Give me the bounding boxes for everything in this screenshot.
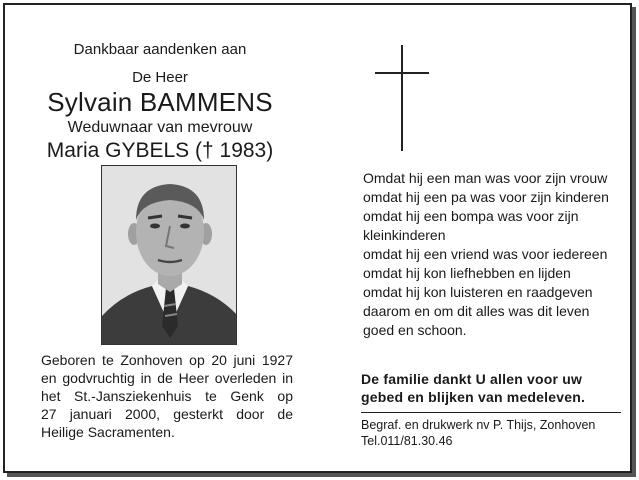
poem-line: omdat hij kon luisteren en raadgeven xyxy=(363,284,593,300)
poem-line: kleinkinderen xyxy=(363,227,446,243)
spouse-name: Maria GYBELS († 1983) xyxy=(46,139,274,162)
poem-line: Omdat hij een man was voor zijn vrouw xyxy=(363,170,608,186)
bio-line: het St.-Jansziekenhuis te Genk op xyxy=(41,388,293,404)
deceased-name: Sylvain BAMMENS xyxy=(47,87,273,117)
bio-line: 27 januari 2000, gesterkt door de xyxy=(41,406,293,422)
poem-line: goed en schoon. xyxy=(363,322,467,338)
honorific: De Heer xyxy=(132,69,188,86)
family-thanks xyxy=(361,370,623,406)
bio-line: Heilige Sacramenten. xyxy=(41,424,175,440)
printer-phone: Tel.011/81.30.46 xyxy=(361,434,453,448)
printer-credit xyxy=(361,417,631,449)
biography xyxy=(41,351,293,441)
thanks-line: gebed en blijken van medeleven. xyxy=(361,389,586,405)
cross-icon xyxy=(375,45,431,151)
memorial-card xyxy=(3,3,632,473)
printer-line: Begraf. en drukwerk nv P. Thijs, Zonhoven xyxy=(361,418,596,432)
bio-line: en godvruchtig in de Heer overleden in xyxy=(41,370,293,386)
poem-line: omdat hij een vriend was voor iedereen xyxy=(363,246,608,262)
poem-line: omdat hij een pa was voor zijn kinderen xyxy=(363,189,609,205)
intro-text: Dankbaar aandenken aan xyxy=(73,41,247,58)
widower-text: Weduwnaar van mevrouw xyxy=(67,119,253,136)
poem-line: omdat hij kon liefhebben en lijden xyxy=(363,265,571,281)
thanks-line: De familie dankt U allen voor uw xyxy=(361,371,583,387)
bio-line: Geboren te Zonhoven op 20 juni 1927 xyxy=(41,352,293,368)
portrait-photo xyxy=(101,165,237,345)
poem xyxy=(363,169,633,340)
poem-line: omdat hij een bompa was voor zijn xyxy=(363,208,579,224)
divider xyxy=(361,412,621,413)
poem-line: daarom en om dit alles was dit leven xyxy=(363,303,590,319)
